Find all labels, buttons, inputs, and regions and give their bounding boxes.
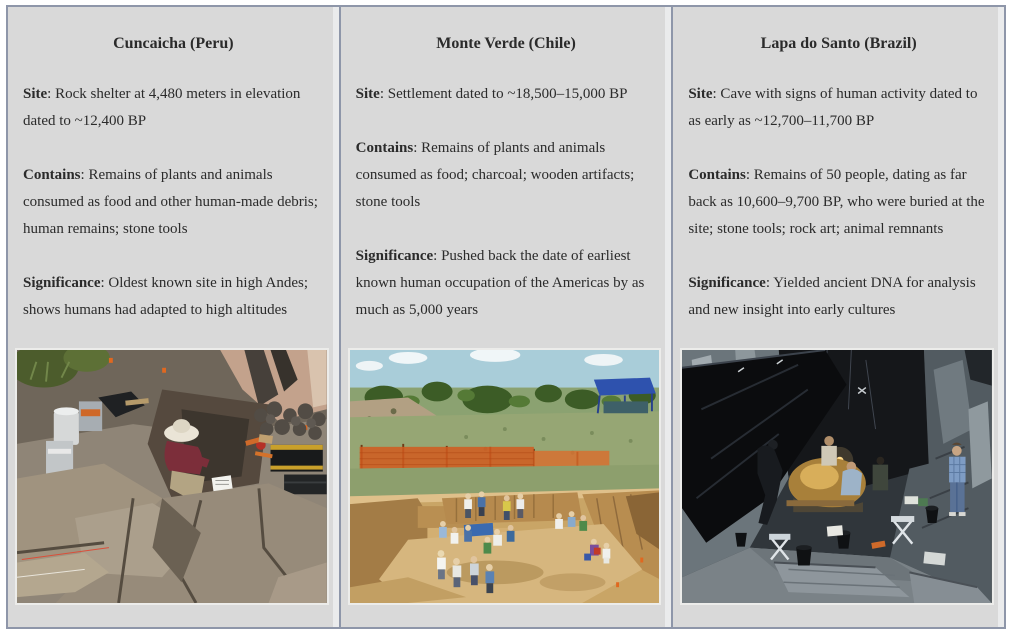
entry-text: : Cave with signs of human activity dated to as early as ~12,700–11,700 BP — [688, 86, 978, 129]
entry-label: Significance — [355, 248, 434, 264]
entry-label: Significance — [23, 275, 101, 291]
entry-text: : Rock shelter at 4,480 meters in elevation dated to ~12,400 BP — [23, 86, 301, 129]
contains-entry — [8, 162, 339, 243]
entry-text: : Oldest known site in high Andes; shows humans had adapted to high altitudes — [23, 275, 308, 318]
photo-lapa-do-santo — [680, 348, 994, 605]
entry-label: Site — [688, 86, 713, 102]
cuncaicha-excavation-image — [17, 350, 327, 603]
entry-text: : Remains of plants and animals consumed as food and other human-made debris; human remains; stone tools — [23, 167, 318, 237]
site-entry — [8, 81, 339, 135]
entry-text: : Yielded ancient DNA for analysis and new insight into early cultures — [688, 275, 976, 318]
entry-label: Significance — [688, 275, 766, 291]
site-entry — [673, 81, 1004, 135]
entry-label: Site — [355, 86, 380, 102]
entry-label: Site — [23, 86, 48, 102]
entry-label: Contains — [23, 167, 81, 183]
photo-monte-verde — [348, 348, 662, 605]
significance-entry — [673, 270, 1004, 324]
entry-text: : Pushed back the date of earliest known human occupation of the Americas by as much as 5,000 years — [355, 248, 645, 318]
entry-text: : Remains of 50 people, dating as far back as 10,600–9,700 BP, who were buried at the site; stone tools; rock art; animal remnants — [688, 167, 985, 237]
column-cuncaicha — [8, 7, 339, 627]
entry-text: : Settlement dated to ~18,500–15,000 BP — [379, 86, 628, 102]
monte-verde-excavation-image — [350, 350, 660, 603]
significance-entry — [341, 243, 672, 324]
entry-text: : Remains of plants and animals consumed as food; charcoal; wooden artifacts; stone tools — [355, 140, 635, 210]
entry-label: Contains — [355, 140, 414, 156]
significance-entry — [8, 270, 339, 324]
column-lapa-do-santo — [671, 7, 1004, 627]
comparison-table — [6, 5, 1006, 629]
photo-cuncaicha — [15, 348, 329, 605]
column-title: Monte Verde (Chile) — [436, 35, 576, 52]
lapa-do-santo-cave-image — [682, 350, 992, 603]
entry-label: Contains — [688, 167, 746, 183]
site-entry — [341, 81, 672, 108]
column-title: Lapa do Santo (Brazil) — [760, 35, 917, 52]
contains-entry — [341, 135, 672, 216]
column-title: Cuncaicha (Peru) — [113, 35, 234, 52]
column-monte-verde — [339, 7, 672, 627]
contains-entry — [673, 162, 1004, 243]
